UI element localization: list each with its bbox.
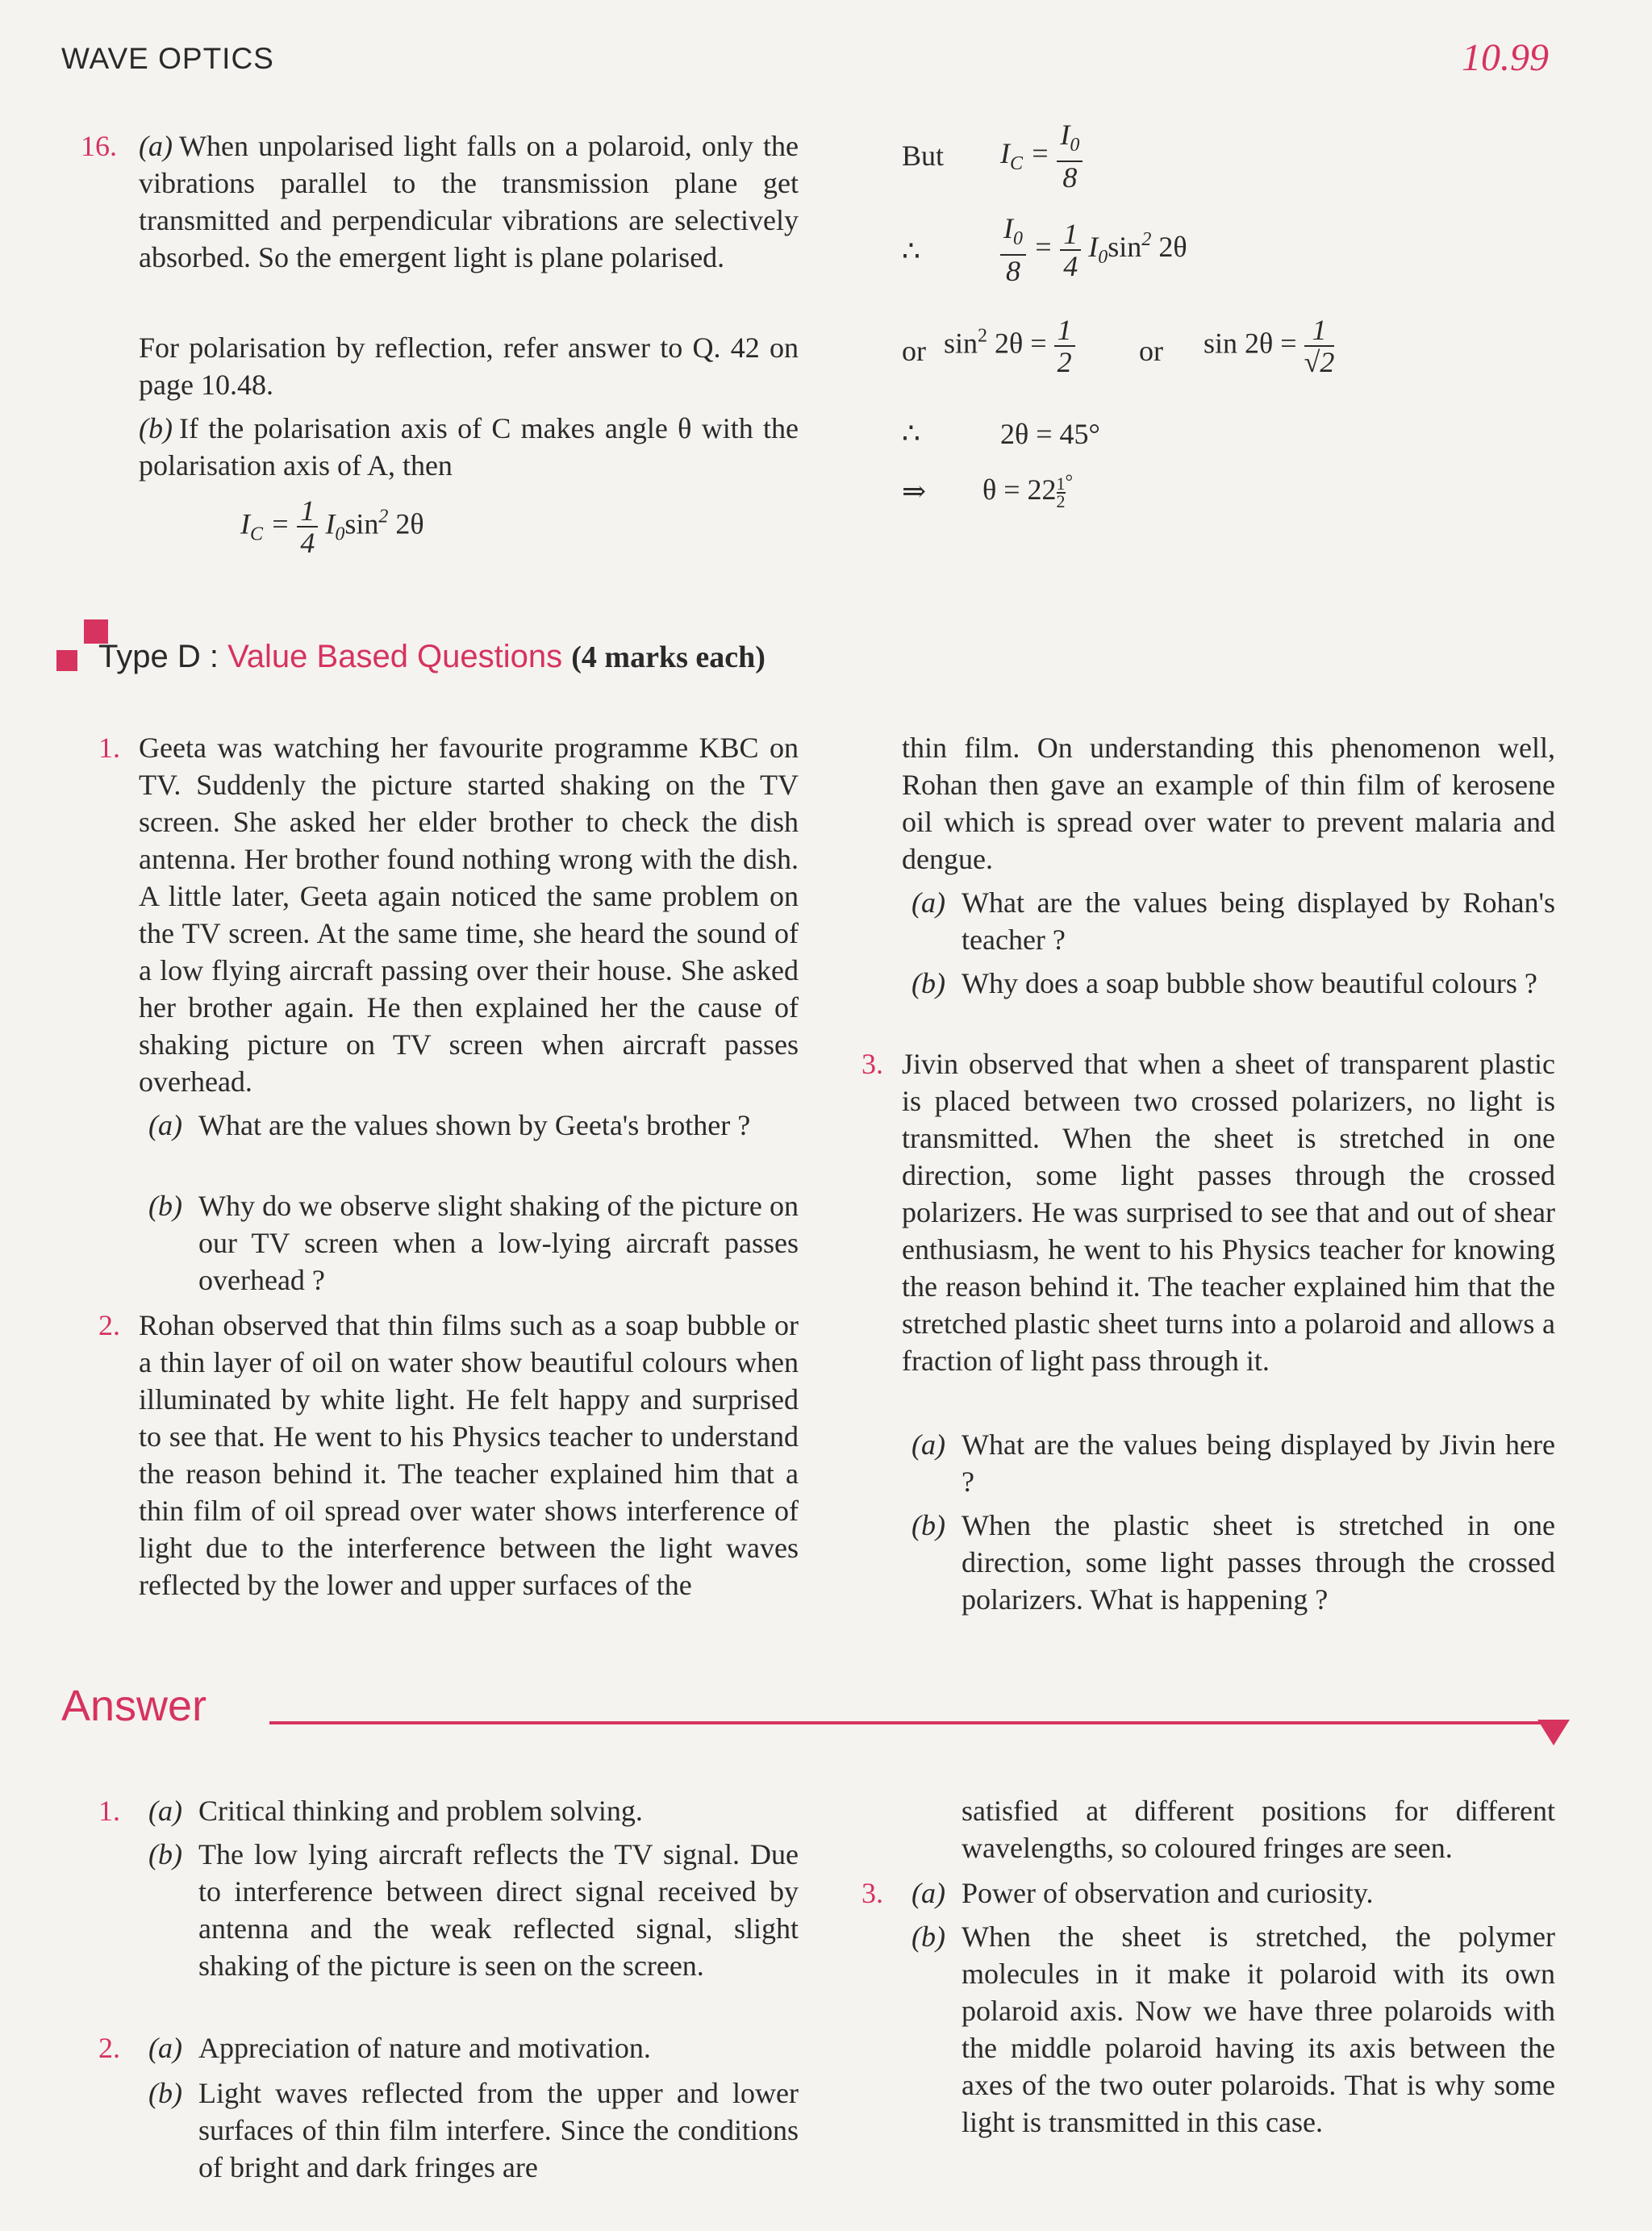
question-1a-label: (a) xyxy=(148,1109,182,1141)
implies-symbol: ⇒ xyxy=(902,475,927,507)
question-1-text: Geeta was watching her favourite programme KBC on TV. Suddenly the picture started shaking on the TV screen. She asked her elder brother to check the dish antenna. Her brother found nothing wrong with the dish. A little later, Geeta again noticed the same problem on the TV screen. At the same time, she heard the sound of a low flying aircraft passing over their house. She asked her brother again. He then explained her the cause of shaking picture on TV screen when aircraft passes overhead. xyxy=(139,732,799,1098)
answer-heading: Answer xyxy=(61,1682,207,1730)
section-heading: Type D : Value Based Questions (4 marks each) xyxy=(98,639,766,674)
equation-ic-value: $I_C$ = $\frac{I_0}{8}$ xyxy=(1000,119,1083,193)
equation-sin-value: sin 2θ = $\frac{1}{√2}$ xyxy=(1204,314,1335,378)
answer-1a-label: (a) xyxy=(148,1795,182,1827)
chapter-title: WAVE OPTICS xyxy=(61,42,274,75)
q16-reflection-text: For polarisation by reflection, refer answer to Q. 42 on page 10.48. xyxy=(139,332,799,401)
equation-equate: $\frac{I_0}{8}$ = $\frac{1}{4}$ $I_0\sin^2$ 2θ xyxy=(1000,213,1187,286)
question-3b-label: (b) xyxy=(912,1509,945,1541)
q16-part-a-text: When unpolarised light falls on a polaroid, only the vibrations parallel to the transmission plane get transmitted and perpendicular vibrations are selectively absorbed. So the emergent light is plane polarised. xyxy=(139,130,799,273)
question-2-text-left: Rohan observed that thin films such as a soap bubble or a thin layer of oil on water show beautiful colours when illuminated by white light. He felt happy and surprised to see that. He went to his Physics teacher to understand the reason behind it. The teacher explained him that a thin film of oil spread over water shows interference of light due to the interference between the light waves reflected by the lower and upper surfaces of the xyxy=(139,1309,799,1601)
answer-3a-text: Power of observation and curiosity. xyxy=(962,1877,1374,1909)
question-3a-text: What are the values being displayed by Jivin here ? xyxy=(962,1428,1555,1498)
equation-two-theta: 2θ = 45° xyxy=(1000,418,1100,450)
answer-3-number: 3. xyxy=(861,1877,883,1909)
equation-theta: θ = 22 $\frac{1}{2}$ ° xyxy=(982,472,1074,511)
answer-2b-text-left: Light waves reflected from the upper and lower surfaces of thin film interfere. Since the conditions of bright and dark fringes are xyxy=(198,2077,799,2183)
question-1b-label: (b) xyxy=(148,1190,182,1222)
q16-part-b-label: (b) xyxy=(139,412,173,444)
answer-1b-text: The low lying aircraft reflects the TV signal. Due to interference between direct signal received by antenna and the weak reflected signal, slight shaking of the picture is seen on the screen. xyxy=(198,1838,799,1982)
or-label-1: or xyxy=(902,335,926,367)
equation-ic: $I_C$ = $\frac{1}{4}$ $I_0\sin^2$ 2θ xyxy=(240,494,424,559)
section-marker-square xyxy=(56,650,77,671)
question-1-number: 1. xyxy=(98,732,120,764)
answer-divider-line xyxy=(269,1721,1552,1724)
therefore-symbol-2: ∴ xyxy=(902,417,920,449)
q16-number: 16. xyxy=(81,130,117,162)
equation-sin-squared: $\sin^2 2\theta$ = $\frac{1}{2}$ xyxy=(944,315,1075,377)
answer-1a-text: Critical thinking and problem solving. xyxy=(198,1795,643,1827)
question-2b-text: Why does a soap bubble show beautiful colours ? xyxy=(962,967,1537,999)
answer-1b-label: (b) xyxy=(148,1838,182,1870)
or-label-2: or xyxy=(1139,335,1163,367)
question-2b-label: (b) xyxy=(912,967,945,999)
question-3a-label: (a) xyxy=(912,1428,945,1461)
question-2-number: 2. xyxy=(98,1309,120,1341)
q16-part-a-label: (a) xyxy=(139,130,173,162)
question-2a-label: (a) xyxy=(912,886,945,919)
question-2-text-right: thin film. On understanding this phenomenon well, Rohan then gave an example of thin film of kerosene oil which is spread over water to prevent malaria and dengue. xyxy=(902,732,1555,875)
answer-2b-text-right: satisfied at different positions for different wavelengths, so coloured fringes are seen. xyxy=(962,1795,1555,1864)
but-label: But xyxy=(902,140,945,172)
question-2a-text: What are the values being displayed by Rohan's teacher ? xyxy=(962,886,1555,956)
question-3-text: Jivin observed that when a sheet of transparent plastic is placed between two crossed polarizers, no light is transmitted. When the sheet is stretched in one direction, some light passes through the crossed polarizers. He was surprised to see that and out of shear enthusiasm, he went to his Physics teacher for knowing the reason behind it. The teacher explained him that the stretched plastic sheet turns into a polaroid and allows a fraction of light pass through it. xyxy=(902,1048,1555,1377)
answer-3a-label: (a) xyxy=(912,1877,945,1909)
answer-1-number: 1. xyxy=(98,1795,120,1827)
answer-2a-text: Appreciation of nature and motivation. xyxy=(198,2032,651,2064)
page-number: 10.99 xyxy=(1462,36,1549,79)
question-3-number: 3. xyxy=(861,1048,883,1080)
question-1b-text: Why do we observe slight shaking of the picture on our TV screen when a low-lying aircraft passes overhead ? xyxy=(198,1190,799,1296)
answer-2b-label: (b) xyxy=(148,2077,182,2109)
q16-part-b-text: If the polarisation axis of C makes angle θ with the polarisation axis of A, then xyxy=(139,412,799,482)
answer-3b-text: When the sheet is stretched, the polymer molecules in it make it polaroid with its own polaroid axis. Now we have three polaroids with the middle polaroid having its axis between the axes of the two outer polaroids. That is why some light is transmitted in this case. xyxy=(962,1920,1555,2138)
question-3b-text: When the plastic sheet is stretched in one direction, some light passes through the crossed polarizers. What is happening ? xyxy=(962,1509,1555,1616)
answer-2a-label: (a) xyxy=(148,2032,182,2064)
answer-divider-arrow-icon xyxy=(1537,1720,1570,1745)
answer-3b-label: (b) xyxy=(912,1920,945,1953)
question-1a-text: What are the values shown by Geeta's brother ? xyxy=(198,1109,751,1141)
answer-2-number: 2. xyxy=(98,2032,120,2064)
therefore-symbol-1: ∴ xyxy=(902,235,920,267)
